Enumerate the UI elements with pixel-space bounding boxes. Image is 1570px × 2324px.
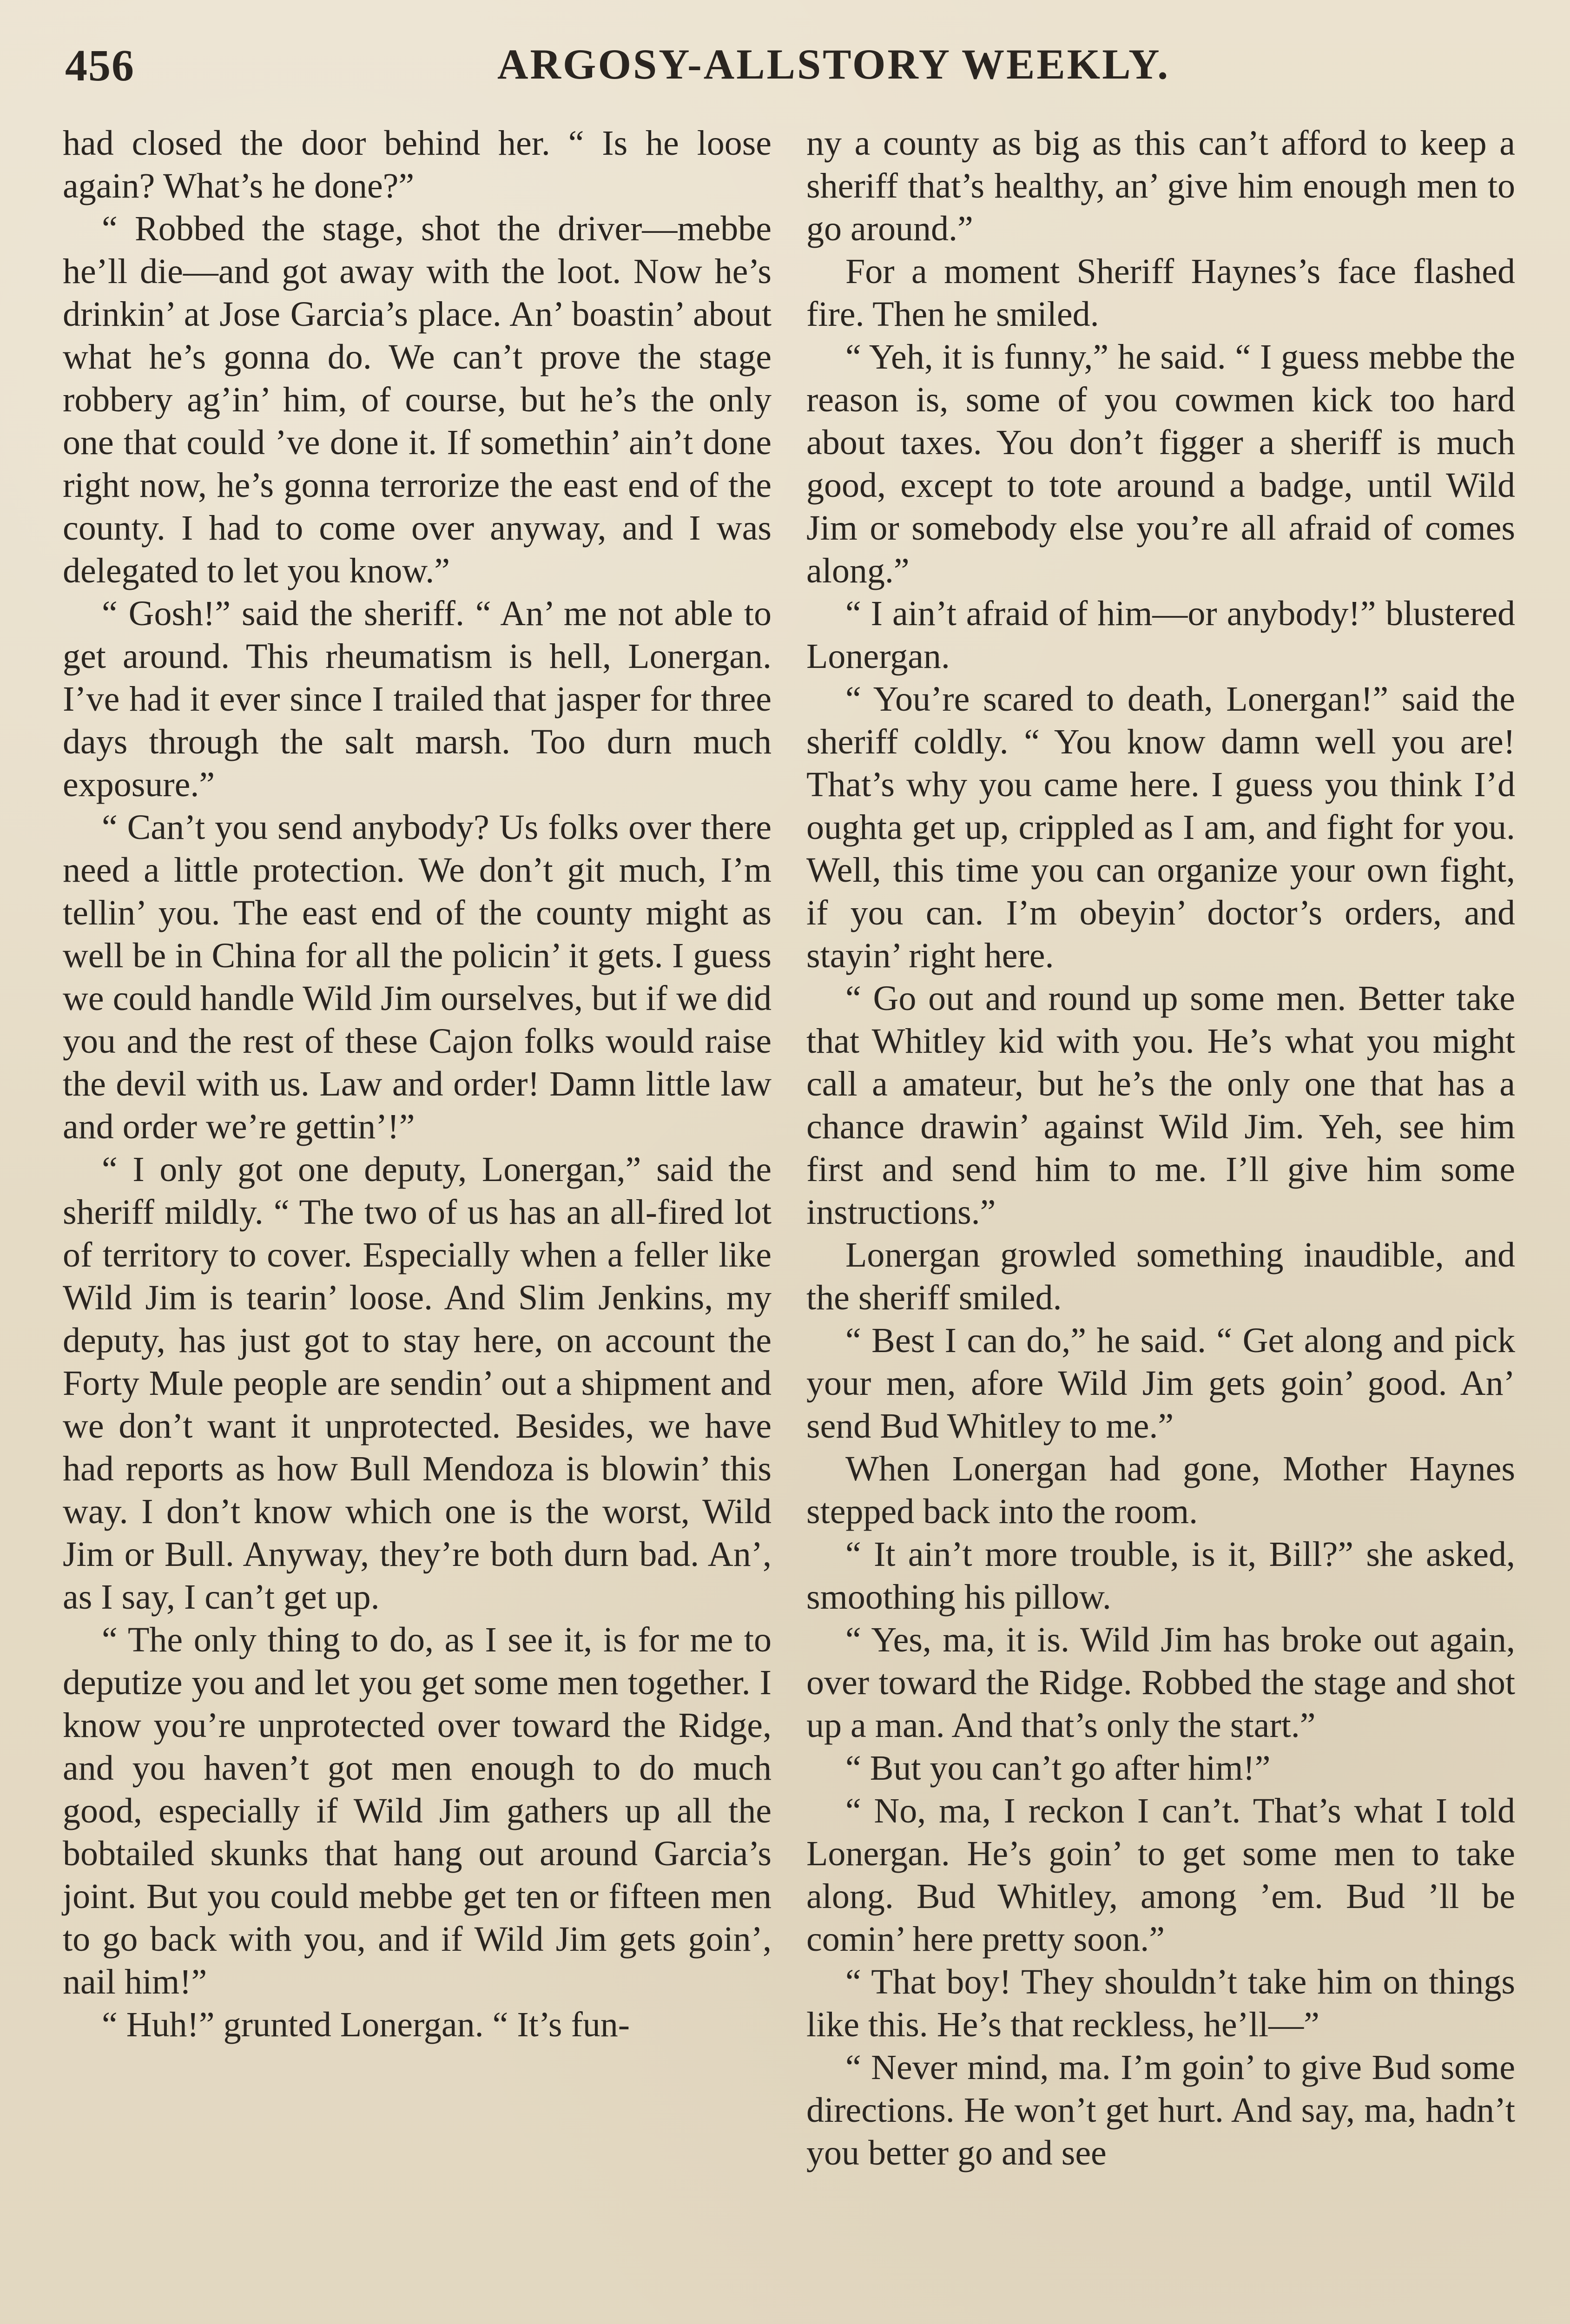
- right-paragraph-4: “ I ain’t afraid of him—or anybody!” blustered Lonergan.: [806, 594, 1515, 676]
- left-paragraph-5: “ I only got one deputy, Lonergan,” said the sheriff mildly. “ The two of us has an all-fired lot of territory to cover. Especially when a feller like Wild Jim is tearin’ loose. And Slim Jenkins, my deputy, has just got to stay here, on account the Forty Mule people are sendin’ out a shipment and we don’t want it unprotected. Besides, we have had reports as how Bull Mendoza is blowin’ this way. I don’t know which one is the worst, Wild Jim or Bull. Anyway, they’re both durn bad. An’, as I say, I can’t get up.: [63, 1150, 772, 1617]
- left-paragraph-7: “ Huh!” grunted Lonergan. “ It’s fun-: [102, 2005, 630, 2044]
- right-paragraph-2: For a moment Sheriff Haynes’s face flashed fire. Then he smiled.: [806, 252, 1515, 334]
- right-paragraph-8: “ Best I can do,” he said. “ Get along and pick your men, afore Wild Jim gets goin’ good. An’ send Bud Whitley to me.”: [806, 1321, 1515, 1446]
- right-paragraph-10: “ It ain’t more trouble, is it, Bill?” she asked, smoothing his pillow.: [806, 1535, 1515, 1617]
- running-head-title: ARGOSY-ALLSTORY WEEKLY.: [497, 40, 1170, 88]
- right-paragraph-9: When Lonergan had gone, Mother Haynes stepped back into the room.: [806, 1449, 1515, 1531]
- left-paragraph-6: “ The only thing to do, as I see it, is for me to deputize you and let you get some men together. I know you’re unprotected over toward the Ridge, and you haven’t got men enough to do much good, especially if Wild Jim gathers up all the bobtailed skunks that hang out around Garcia’s joint. But you could mebbe get ten or fifteen men to go back with you, and if Wild Jim gets goin’, nail him!”: [63, 1620, 772, 2001]
- left-paragraph-3: “ Gosh!” said the sheriff. “ An’ me not able to get around. This rheumatism is hell, Lonergan. I’ve had it ever since I trailed that jasper for three days through the salt marsh. Too durn much exposure.”: [63, 594, 772, 804]
- right-paragraph-6: “ Go out and round up some men. Better take that Whitley kid with you. He’s what you might call a amateur, but he’s the only one that has a chance drawin’ against Wild Jim. Yeh, see him first and send him to me. I’ll give him some instructions.”: [806, 979, 1515, 1232]
- page-number: 456: [65, 40, 135, 90]
- right-paragraph-13: “ No, ma, I reckon I can’t. That’s what I told Lonergan. He’s goin’ to get some men to take along. Bud Whitley, among ’em. Bud ’ll be comin’ here pretty soon.”: [806, 1791, 1515, 1959]
- right-paragraph-7: Lonergan growled something inaudible, and the sheriff smiled.: [806, 1235, 1515, 1317]
- left-paragraph-4: “ Can’t you send anybody? Us folks over there need a little protection. We don’t git much, I’m tellin’ you. The east end of the county might as well be in China for all the policin’ it gets. I guess we could handle Wild Jim ourselves, but if we did you and the rest of these Cajon folks would raise the devil with us. Law and order! Damn little law and order we’re gettin’!”: [63, 808, 772, 1146]
- left-text-column: [63, 122, 772, 2046]
- right-paragraph-3: “ Yeh, it is funny,” he said. “ I guess mebbe the reason is, some of you cowmen kick too hard about taxes. You don’t figger a sheriff is much good, except to tote around a badge, until Wild Jim or somebody else you’re all afraid of comes along.”: [806, 337, 1515, 590]
- right-paragraph-5: “ You’re scared to death, Lonergan!” said the sheriff coldly. “ You know damn well you are! That’s why you came here. I guess you think I’d oughta get up, crippled as I am, and fight for you. Well, this time you can organize your own fight, if you can. I’m obeyin’ doctor’s orders, and stayin’ right here.: [806, 680, 1515, 975]
- left-paragraph-2: “ Robbed the stage, shot the driver—mebbe he’ll die—and got away with the loot. Now he’s drinkin’ at Jose Garcia’s place. An’ boastin’ about what he’s gonna do. We can’t prove the stage robbery ag’in’ him, of course, but he’s the only one that could ’ve done it. If somethin’ ain’t done right now, he’s gonna terrorize the east end of the county. I had to come over anyway, and I was delegated to let you know.”: [63, 209, 772, 590]
- right-paragraph-15: “ Never mind, ma. I’m goin’ to give Bud some directions. He won’t get hurt. And say, ma, hadn’t you better go and see: [806, 2048, 1515, 2172]
- right-paragraph-11: “ Yes, ma, it is. Wild Jim has broke out again, over toward the Ridge. Robbed the stage and shot up a man. And that’s only the start.”: [806, 1620, 1515, 1745]
- right-paragraph-1: ny a county as big as this can’t afford to keep a sheriff that’s healthy, an’ give him enough men to go around.”: [806, 124, 1515, 248]
- page-header: [65, 40, 1552, 109]
- right-paragraph-14: “ That boy! They shouldn’t take him on things like this. He’s that reckless, he’ll—”: [806, 1962, 1515, 2044]
- right-paragraph-12: “ But you can’t go after him!”: [845, 1749, 1271, 1788]
- left-paragraph-1: had closed the door behind her. “ Is he loose again? What’s he done?”: [63, 124, 772, 205]
- right-text-column: [806, 122, 1515, 2174]
